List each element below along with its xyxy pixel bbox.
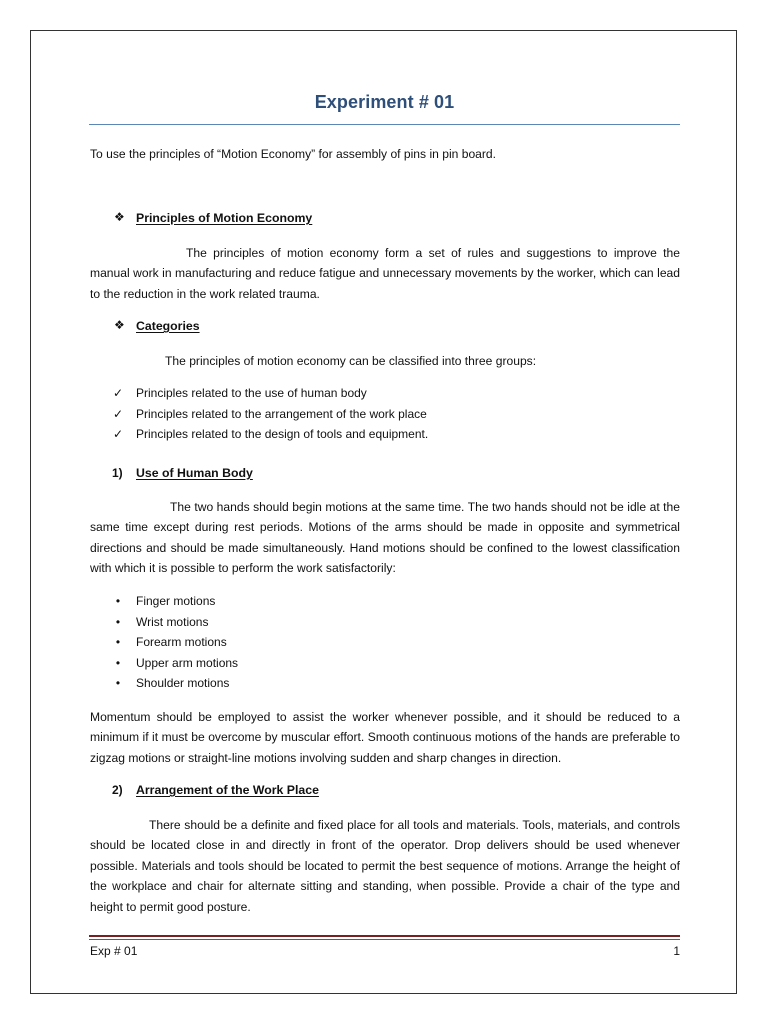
diamond-bullet-icon: ❖ <box>114 318 125 332</box>
bullet-icon: • <box>115 594 121 608</box>
list-item: • Forearm motions <box>112 632 238 653</box>
footer-label: Exp # 01 <box>90 944 138 958</box>
check-icon: ✓ <box>112 406 124 421</box>
section-number: 2) <box>112 783 123 797</box>
work-place-paragraph: There should be a definite and fixed place for all tools and materials. Tools, materials, and controls should be located close in and directly in front of the operator. Drop delivers should be used whenever possible. Materials and tools should be located to permit the best sequence of motions. Arrange the height of the workplace and chair for alternate sitting and standing, when possible. Provide a chair of the type and height to permit good posture. <box>90 818 680 914</box>
categories-list <box>112 383 428 445</box>
footer-rule <box>89 935 680 937</box>
work-place-heading: Arrangement of the Work Place <box>136 783 319 797</box>
diamond-bullet-icon: ❖ <box>114 210 125 224</box>
page-number: 1 <box>673 944 680 958</box>
list-item: • Finger motions <box>112 591 238 612</box>
list-item: ✓ Principles related to the design of tools and equipment. <box>112 424 428 445</box>
footer-rule <box>89 939 680 940</box>
title-underline <box>89 124 680 125</box>
bullet-icon: • <box>115 655 121 670</box>
bullet-icon: • <box>115 614 121 629</box>
page-title: Experiment # 01 <box>314 92 455 112</box>
check-icon: ✓ <box>112 386 124 400</box>
human-body-heading: Use of Human Body <box>136 466 253 480</box>
human-body-paragraph: The two hands should begin motions at the same time. The two hands should not be idle at the same time except during rest periods. Motions of the arms should be made in opposite and symmetrical directions and should be made simultaneously. Hand motions should be confined to the lowest classification with which it is possible to perform the work satisfactorily: <box>90 500 680 576</box>
principles-paragraph: The principles of motion economy form a set of rules and suggestions to improve the manual work in manufacturing and reduce fatigue and unnecessary movements by the worker, which can lead to the reduction in the work related trauma. <box>90 246 680 301</box>
list-item: ✓ Principles related to the arrangement of the work place <box>112 404 428 425</box>
momentum-paragraph: Momentum should be employed to assist the worker whenever possible, and it should be reduced to a minimum if it must be overcome by muscular effort. Smooth continuous motions of the hands are preferable to zigzag motions or straight-line motions involving sudden and sharp changes in direction. <box>90 710 680 765</box>
list-item: • Wrist motions <box>112 612 238 633</box>
objective-text: To use the principles of “Motion Economy” for assembly of pins in pin board. <box>90 147 497 161</box>
categories-heading: Categories <box>136 319 200 333</box>
list-item: ✓ Principles related to the use of human body <box>112 383 428 404</box>
section-number: 1) <box>112 466 123 480</box>
list-item: • Shoulder motions <box>112 673 238 694</box>
motions-list <box>112 591 238 694</box>
bullet-icon: • <box>115 676 121 690</box>
principles-heading: Principles of Motion Economy <box>136 211 313 225</box>
check-icon: ✓ <box>112 427 124 441</box>
list-item: • Upper arm motions <box>112 653 238 674</box>
bullet-icon: • <box>115 635 121 649</box>
categories-intro: The principles of motion economy can be classified into three groups: <box>165 354 537 368</box>
